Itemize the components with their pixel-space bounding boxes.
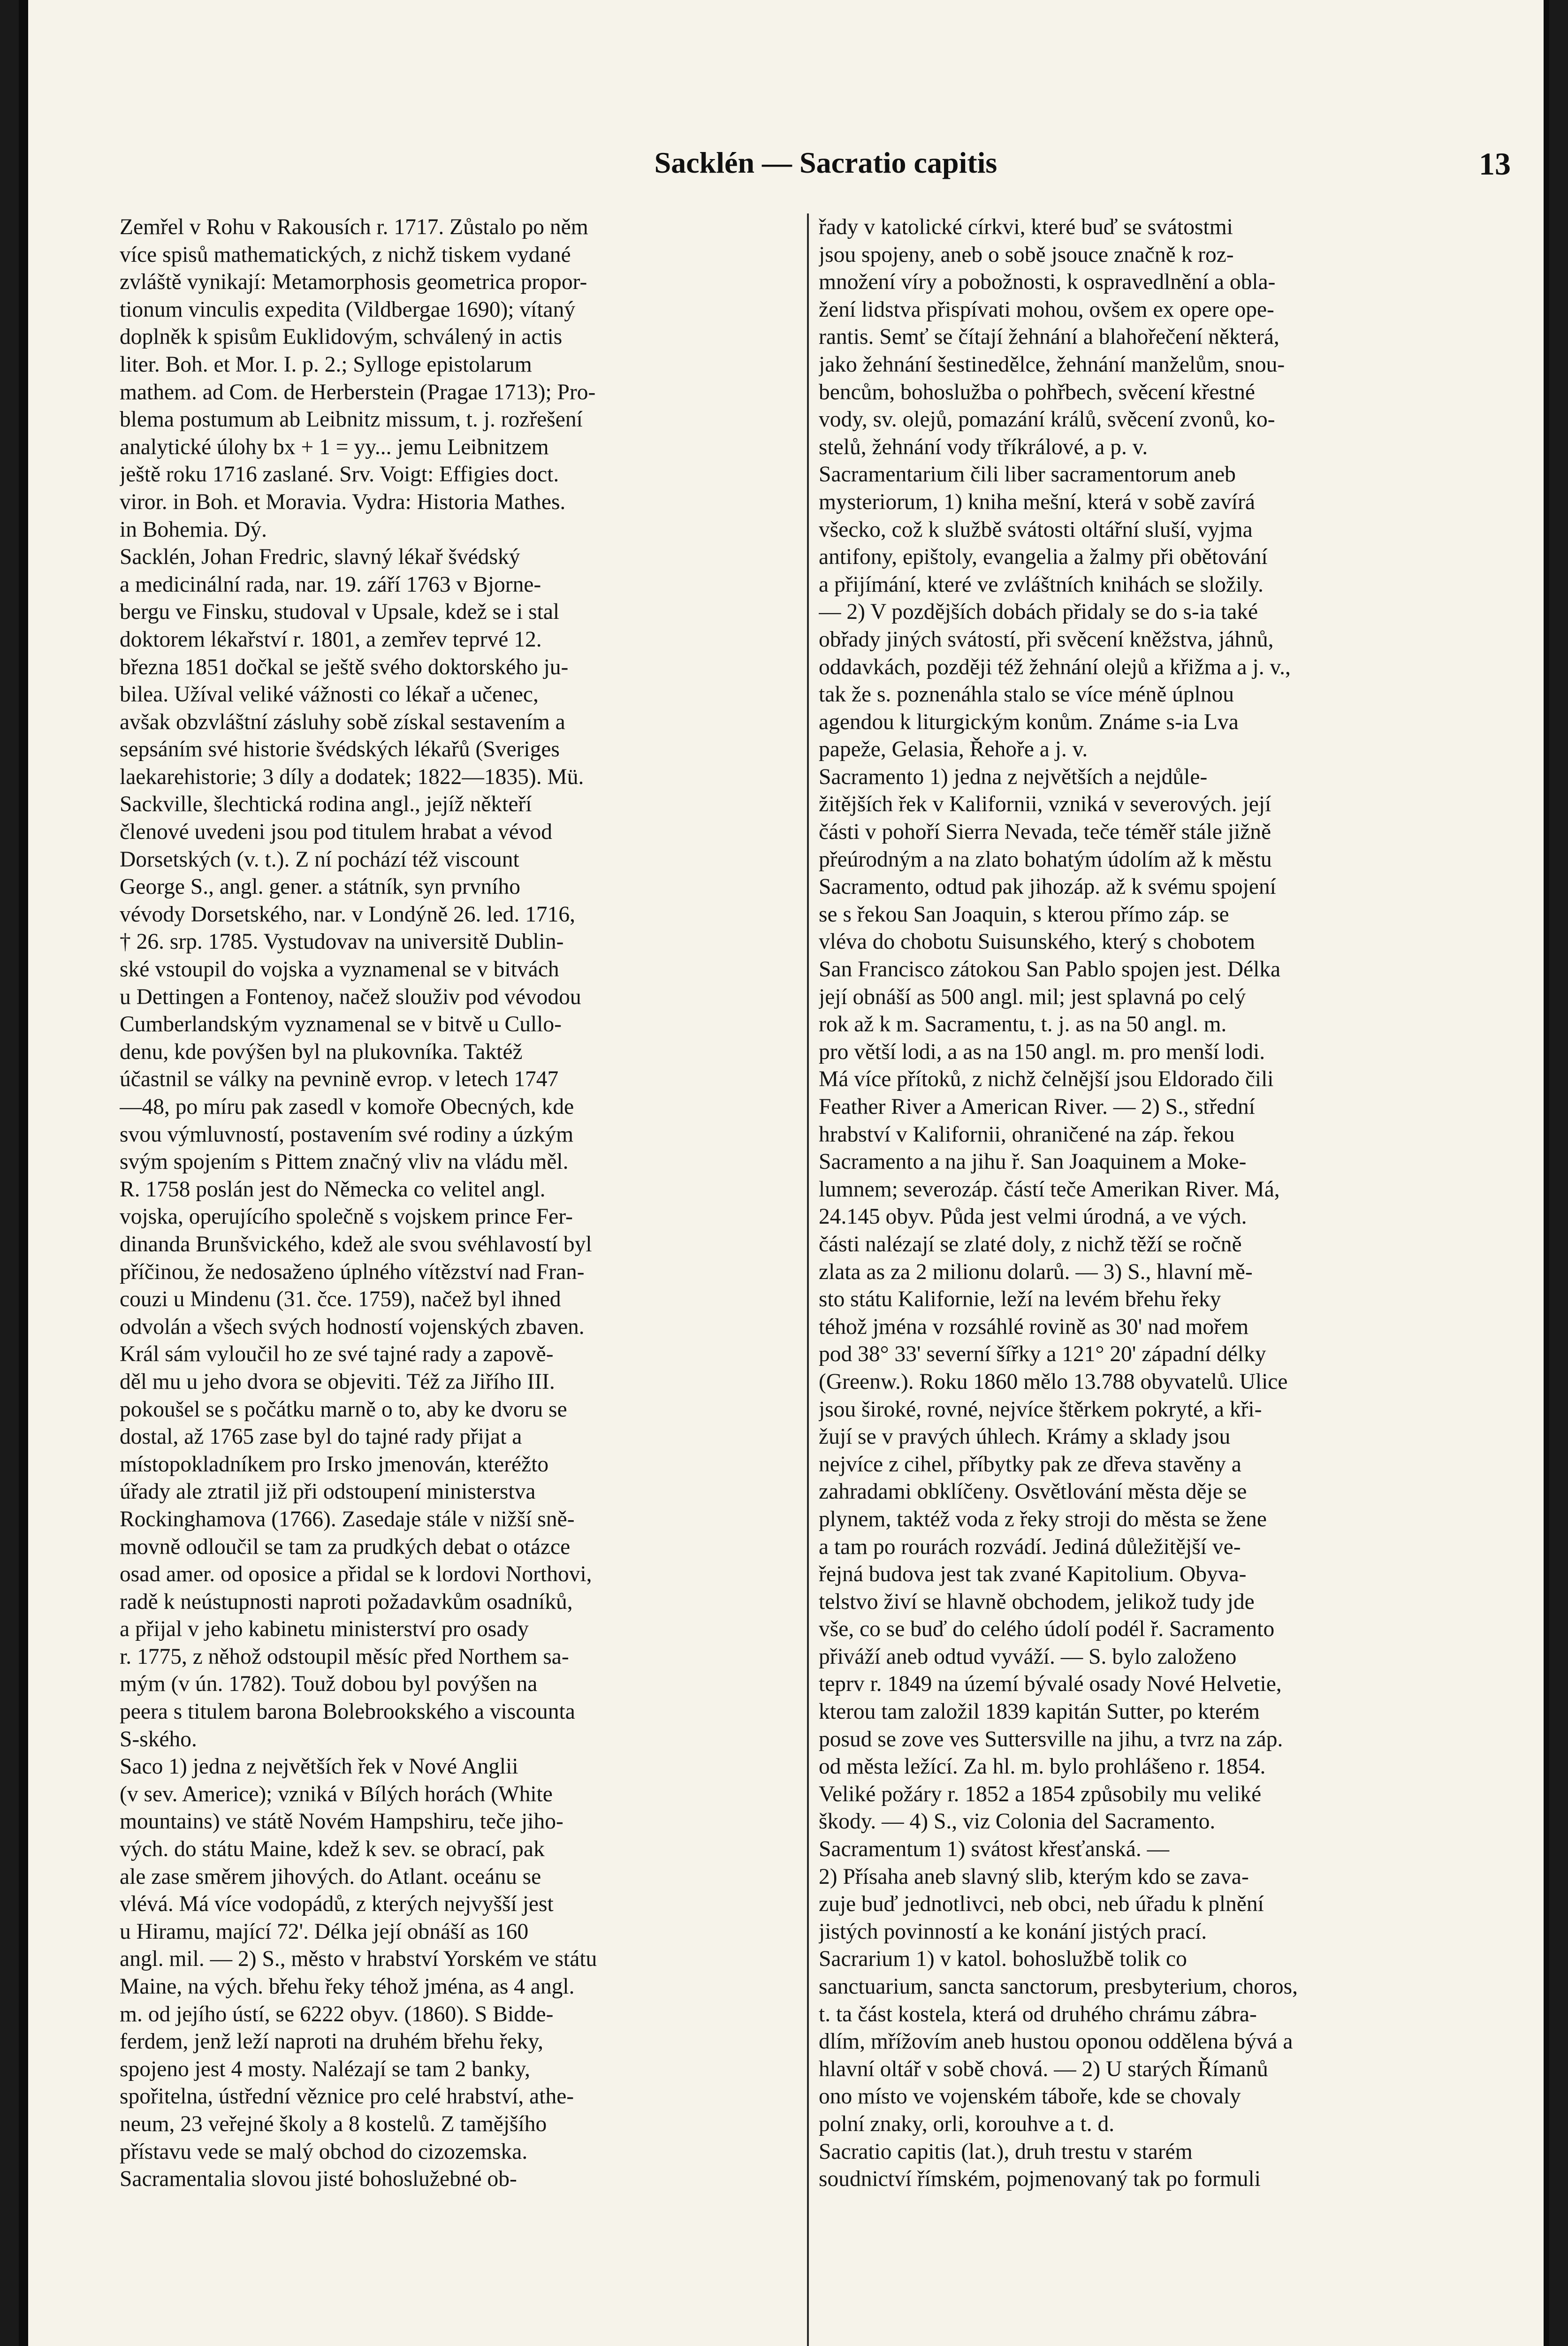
text-line: plynem, taktéž voda z řeky stroji do města se žene bbox=[819, 1507, 1267, 1531]
text-line: nejvíce z cihel, příbytky pak ze dřeva stavěny a bbox=[819, 1452, 1241, 1477]
text-line: antifony, epištoly, evangelia a žalmy při obětování bbox=[819, 545, 1268, 570]
text-line: členové uvedeni jsou pod titulem hrabat a vévod bbox=[120, 820, 553, 845]
text-line: řejná budova jest tak zvané Kapitolium. Obyva- bbox=[819, 1562, 1247, 1587]
text-line: neum, 23 veřejné školy a 8 kostelů. Z tamějšího bbox=[120, 2111, 547, 2136]
page-number: 13 bbox=[1479, 146, 1511, 182]
text-line: bencům, bohoslužba o pohřbech, svěcení křestné bbox=[819, 380, 1255, 404]
running-title: Sacklén — Sacratio capitis bbox=[654, 146, 997, 179]
text-line: téhož jména v rozsáhlé rovině as 30' nad mořem bbox=[819, 1314, 1249, 1339]
text-line: doplněk k spisům Euklidovým, schválený in actis bbox=[120, 325, 563, 350]
text-line: liter. Boh. et Mor. I. p. 2.; Sylloge epistolarum bbox=[120, 352, 532, 377]
text-line: — 2) V pozdějších dobách přidaly se do s-ia také bbox=[819, 600, 1258, 625]
text-line: Cumberlandským vyznamenal se v bitvě u Cullo- bbox=[120, 1012, 562, 1037]
text-line: svou výmluvností, postavením své rodiny a úzkým bbox=[120, 1122, 574, 1147]
column-divider bbox=[807, 213, 809, 2346]
text-line: Feather River a American River. — 2) S., střední bbox=[819, 1095, 1255, 1119]
text-line: a medicinální rada, nar. 19. září 1763 v Bjorne- bbox=[120, 572, 541, 597]
text-line: stelů, žehnání vody tříkrálové, a p. v. bbox=[819, 434, 1148, 459]
text-line: kterou tam založil 1839 kapitán Sutter, po kterém bbox=[819, 1699, 1260, 1724]
text-line: Maine, na vých. břehu řeky téhož jména, as 4 angl. bbox=[120, 1974, 575, 1999]
text-line: radě k neústupnosti naproti požadavkům osadníků, bbox=[120, 1589, 573, 1614]
text-line: S-ského. bbox=[120, 1727, 197, 1752]
text-line: doktorem lékařství r. 1801, a zemřev teprvé 12. bbox=[120, 627, 542, 652]
text-line: mysteriorum, 1) kniha mešní, která v sobě zavírá bbox=[819, 489, 1255, 514]
text-line: rok až k m. Sacramentu, t. j. as na 50 angl. m. bbox=[819, 1012, 1227, 1037]
text-line: in Bohemia. Dý. bbox=[120, 517, 267, 542]
text-line: vlévá. Má více vodopádů, z kterých nejvyšší jest bbox=[120, 1892, 554, 1917]
text-line: žitějších řek v Kalifornii, vzniká v severových. její bbox=[819, 792, 1271, 817]
text-line: movně odloučil se tam za prudkých debat o otázce bbox=[120, 1534, 571, 1559]
text-line: polní znaky, orli, korouhve a t. d. bbox=[819, 2111, 1115, 2136]
text-line: jsou široké, rovné, nejvíce štěrkem pokryté, a kři- bbox=[819, 1397, 1262, 1422]
text-line: Sacramento 1) jedna z největších a nejdůle- bbox=[819, 764, 1208, 789]
text-line: vléva do chobotu Suisunského, který s chobotem bbox=[819, 929, 1256, 954]
text-line: couzi u Mindenu (31. čce. 1759), načež byl ihned bbox=[120, 1287, 561, 1312]
text-line: od města ležící. Za hl. m. bylo prohlášeno r. 1854. bbox=[819, 1754, 1266, 1779]
text-line: oddavkách, později též žehnání olejů a křižma a j. v., bbox=[819, 655, 1291, 679]
text-line: účastnil se války na pevnině evrop. v letech 1747 bbox=[120, 1067, 559, 1092]
text-line: t. ta část kostela, která od druhého chrámu zábra- bbox=[819, 2002, 1257, 2026]
text-line: posud se zove ves Suttersville na jihu, a tvrz na záp. bbox=[819, 1727, 1283, 1752]
text-line: obřady jiných svátostí, při svěcení kněžstva, jáhnů, bbox=[819, 627, 1274, 652]
text-line: přístavu vede se malý obchod do cizozemska. bbox=[120, 2139, 528, 2164]
text-line: analytické úlohy bx + 1 = yy... jemu Leibnitzem bbox=[120, 434, 549, 459]
text-line: agendou k liturgickým konům. Známe s-ia Lva bbox=[819, 709, 1239, 734]
text-line: sepsáním své historie švédských lékařů (Sveriges bbox=[120, 737, 560, 762]
text-line: Zemřel v Rohu v Rakousích r. 1717. Zůstalo po něm bbox=[120, 215, 588, 239]
text-line: Sacrarium 1) v katol. bohoslužbě tolik co bbox=[819, 1947, 1187, 1972]
text-line: svým spojením s Pittem značný vliv na vládu měl. bbox=[120, 1150, 569, 1174]
text-line: děl mu u jeho dvora se objeviti. Též za Jiřího III. bbox=[120, 1369, 555, 1394]
text-line: přiváží aneb odtud vyváží. — S. bylo založeno bbox=[819, 1644, 1237, 1669]
text-line: Sackville, šlechtická rodina angl., jejíž někteří bbox=[120, 792, 532, 817]
text-line: angl. mil. — 2) S., město v hrabství Yorském ve státu bbox=[120, 1947, 597, 1972]
text-line: dinanda Brunšvického, kdež ale svou svéhlavostí byl bbox=[120, 1232, 592, 1257]
text-line: více spisů mathematických, z nichž tiskem vydané bbox=[120, 242, 571, 267]
text-line: tak že s. poznenáhla stalo se více méně úplnou bbox=[819, 682, 1234, 707]
text-line: 2) Přísaha aneb slavný slib, kterým kdo se zava- bbox=[819, 1864, 1249, 1889]
text-line: sanctuarium, sancta sanctorum, presbyterium, choros, bbox=[819, 1974, 1298, 1999]
text-line: R. 1758 poslán jest do Německa co velitel angl. bbox=[120, 1177, 546, 1202]
text-line: ale zase směrem jihových. do Atlant. oceánu se bbox=[120, 1864, 541, 1889]
text-line: pod 38° 33' severní šířky a 121° 20' západní délky bbox=[819, 1342, 1266, 1367]
text-line: hrabství v Kalifornii, ohraničené na záp. řekou bbox=[819, 1122, 1235, 1147]
text-line: rantis. Semť se čítají žehnání a blahořečení některá, bbox=[819, 325, 1279, 350]
text-line: žení lidstva přispívati mohou, ovšem ex opere ope- bbox=[819, 297, 1274, 322]
text-line: r. 1775, z něhož odstoupil měsíc před Northem sa- bbox=[120, 1644, 569, 1669]
text-line: Saco 1) jedna z největších řek v Nové Anglii bbox=[120, 1754, 518, 1779]
text-line: Sacramento, odtud pak jihozáp. až k svému spojení bbox=[819, 875, 1276, 899]
text-line: Sacratio capitis (lat.), druh trestu v starém bbox=[819, 2139, 1193, 2164]
text-line: jako žehnání šestinedělce, žehnání manželům, snou- bbox=[819, 352, 1285, 377]
text-line: ské vstoupil do vojska a vyznamenal se v bitvách bbox=[120, 957, 559, 982]
text-line: dlím, mřížovím aneb hustou oponou oddělena bývá a bbox=[819, 2029, 1293, 2054]
text-line: vých. do státu Maine, kdež k sev. se obrací, pak bbox=[120, 1837, 545, 1862]
text-line: škody. — 4) S., viz Colonia del Sacramento. bbox=[819, 1809, 1216, 1834]
text-line: —48, po míru pak zasedl v komoře Obecných, kde bbox=[120, 1095, 574, 1119]
left-text-column bbox=[120, 213, 795, 2346]
text-line: úřady ale ztratil již při odstoupení ministerstva bbox=[120, 1479, 536, 1504]
text-line: † 26. srp. 1785. Vystudovav na universitě Dublin- bbox=[120, 929, 564, 954]
text-line: bergu ve Finsku, studoval v Upsale, kdež se i stal bbox=[120, 600, 560, 625]
text-line: peera s titulem barona Bolebrookského a viscounta bbox=[120, 1699, 575, 1724]
text-line: řady v katolické církvi, které buď se svátostmi bbox=[819, 215, 1233, 239]
text-line: všecko, což k službě svátosti oltářní sluší, vyjma bbox=[819, 517, 1253, 542]
text-line: papeže, Gelasia, Řehoře a j. v. bbox=[819, 737, 1088, 762]
text-line: přeúrodným a na zlato bohatým údolím až k městu bbox=[819, 847, 1272, 872]
text-line: Král sám vyloučil ho ze své tajné rady a zapově- bbox=[120, 1342, 554, 1367]
text-line: lumnem; severozáp. částí teče Amerikan River. Má, bbox=[819, 1177, 1280, 1202]
text-line: Sacramentalia slovou jisté bohoslužebné ob- bbox=[120, 2167, 517, 2192]
text-line: jsou spojeny, aneb o sobě jsouce značně k roz- bbox=[819, 242, 1234, 267]
text-line: se s řekou San Joaquin, s kterou přímo záp. se bbox=[819, 902, 1229, 927]
text-line: části nalézají se zlaté doly, z nichž těží se ročně bbox=[819, 1232, 1242, 1257]
text-line: zvláště vynikají: Metamorphosis geometrica propor- bbox=[120, 270, 587, 295]
text-line: a tam po rourách rozvádí. Jediná důležitější ve- bbox=[819, 1534, 1241, 1559]
text-line: spojeno jest 4 mosty. Nalézají se tam 2 banky, bbox=[120, 2057, 531, 2081]
text-line: ono místo ve vojenském táboře, kde se chovaly bbox=[819, 2084, 1241, 2109]
text-line: tionum vinculis expedita (Vildbergae 1690); vítaný bbox=[120, 297, 576, 322]
text-line: ferdem, jenž leží naproti na druhém břehu řeky, bbox=[120, 2029, 543, 2054]
text-line: Sacramento a na jihu ř. San Joaquinem a Moke- bbox=[819, 1150, 1247, 1174]
text-line: vody, sv. olejů, pomazání králů, svěcení zvonů, ko- bbox=[819, 407, 1275, 432]
text-line: avšak obzvláštní zásluhy sobě získal sestavením a bbox=[120, 709, 565, 734]
text-line: dostal, až 1765 zase byl do tajné rady přijat a bbox=[120, 1424, 522, 1449]
text-line: části v pohoří Sierra Nevada, teče téměř stále jižně bbox=[819, 820, 1271, 845]
text-line: spořitelna, ústřední věznice pro celé hrabství, athe- bbox=[120, 2084, 574, 2109]
text-line: George S., angl. gener. a státník, syn prvního bbox=[120, 875, 520, 899]
text-line: jistých povinností a ke konání jistých prací. bbox=[819, 1919, 1207, 1944]
text-line: (v sev. Americe); vzniká v Bílých horách (White bbox=[120, 1782, 553, 1806]
text-line: blema postumum ab Leibnitz missum, t. j. rozřešení bbox=[120, 407, 583, 432]
text-line: soudnictví římském, pojmenovaný tak po formuli bbox=[819, 2167, 1261, 2192]
text-line: m. od jejího ústí, se 6222 obyv. (1860). S Bidde- bbox=[120, 2002, 554, 2026]
text-line: sto státu Kalifornie, leží na levém břehu řeky bbox=[819, 1287, 1221, 1312]
text-line: laekarehistorie; 3 díly a dodatek; 1822—1835). Mü. bbox=[120, 764, 584, 789]
text-line: bilea. Užíval veliké vážnosti co lékař a učenec, bbox=[120, 682, 539, 707]
text-line: 24.145 obyv. Půda jest velmi úrodná, a ve vých. bbox=[819, 1204, 1247, 1229]
text-line: vévody Dorsetského, nar. v Londýně 26. led. 1716, bbox=[120, 902, 575, 927]
text-line: ještě roku 1716 zaslané. Srv. Voigt: Effigies doct. bbox=[120, 462, 559, 487]
text-line: zlata as za 2 milionu dolarů. — 3) S., hlavní mě- bbox=[819, 1259, 1253, 1284]
text-line: příčinou, že nedosaženo úplného vítězství nad Fran- bbox=[120, 1259, 585, 1284]
text-line: hlavní oltář v sobě chová. — 2) U starých Římanů bbox=[819, 2057, 1268, 2081]
text-line: Sacklén, Johan Fredric, slavný lékař švédský bbox=[120, 545, 520, 570]
text-line: a přijímání, které ve zvláštních knihách se složily. bbox=[819, 572, 1264, 597]
text-line: mým (v ún. 1782). Touž dobou byl povýšen na bbox=[120, 1672, 538, 1697]
text-line: telstvo živí se hlavně obchodem, jelikož tudy jde bbox=[819, 1589, 1255, 1614]
text-line: pro větší lodi, a as na 150 angl. m. pro menší lodi. bbox=[819, 1039, 1265, 1064]
text-line: osad amer. od oposice a přidal se k lordovi Northovi, bbox=[120, 1562, 592, 1587]
text-line: Dorsetských (v. t.). Z ní pochází též viscount bbox=[120, 847, 519, 872]
text-line: Veliké požáry r. 1852 a 1854 způsobily mu veliké bbox=[819, 1782, 1262, 1806]
text-line: množení víry a pobožnosti, k ospravedlnění a obla- bbox=[819, 270, 1276, 295]
text-line: u Hiramu, mající 72'. Délka její obnáší as 160 bbox=[120, 1919, 529, 1944]
text-line: zuje buď jednotlivci, neb obci, neb úřadu k plnění bbox=[819, 1892, 1264, 1917]
text-line: žují se v pravých úhlech. Krámy a sklady jsou bbox=[819, 1424, 1231, 1449]
text-line: a přijal v jeho kabinetu ministerství pro osady bbox=[120, 1617, 529, 1642]
right-scan-edge bbox=[1549, 0, 1568, 2346]
text-line: teprv r. 1849 na území bývalé osady Nové Helvetie, bbox=[819, 1672, 1282, 1697]
text-line: Sacramentum 1) svátost křesťanská. — bbox=[819, 1837, 1170, 1862]
text-line: u Dettingen a Fontenoy, načež slouživ pod vévodou bbox=[120, 984, 581, 1009]
right-text-column bbox=[819, 213, 1494, 2346]
text-line: San Francisco zátokou San Pablo spojen jest. Délka bbox=[819, 957, 1281, 982]
text-line: pokoušel se s počátku marně o to, aby ke dvoru se bbox=[120, 1397, 567, 1422]
text-line: místopokladníkem pro Irsko jmenován, kteréžto bbox=[120, 1452, 549, 1477]
text-line: denu, kde povýšen byl na plukovníka. Taktéž bbox=[120, 1039, 523, 1064]
text-line: března 1851 dočkal se ještě svého doktorského ju- bbox=[120, 655, 569, 679]
text-line: mountains) ve státě Novém Hampshiru, teče jiho- bbox=[120, 1809, 563, 1834]
text-line: (Greenw.). Roku 1860 mělo 13.788 obyvatelů. Ulice bbox=[819, 1369, 1288, 1394]
book-page bbox=[28, 0, 1544, 2346]
text-line: viror. in Boh. et Moravia. Vydra: Historia Mathes. bbox=[120, 489, 566, 514]
text-line: odvolán a všech svých hodností vojenských zbaven. bbox=[120, 1314, 585, 1339]
text-line: vše, co se buď do celého údolí podél ř. Sacramento bbox=[819, 1617, 1275, 1642]
text-line: Rockinghamova (1766). Zasedaje stále v nižší sně- bbox=[120, 1507, 575, 1531]
text-line: zahradami obklíčeny. Osvětlování města děje se bbox=[819, 1479, 1247, 1504]
left-scan-edge bbox=[0, 0, 19, 2346]
text-line: Má více přítoků, z nichž čelnější jsou Eldorado čili bbox=[819, 1067, 1274, 1092]
text-line: vojska, operujícího společně s vojskem prince Fer- bbox=[120, 1204, 573, 1229]
text-line: její obnáší as 500 angl. mil; jest splavná po celý bbox=[819, 984, 1246, 1009]
page-header bbox=[141, 145, 1511, 188]
text-line: Sacramentarium čili liber sacramentorum aneb bbox=[819, 462, 1236, 487]
text-line: mathem. ad Com. de Herberstein (Pragae 1713); Pro- bbox=[120, 380, 596, 404]
